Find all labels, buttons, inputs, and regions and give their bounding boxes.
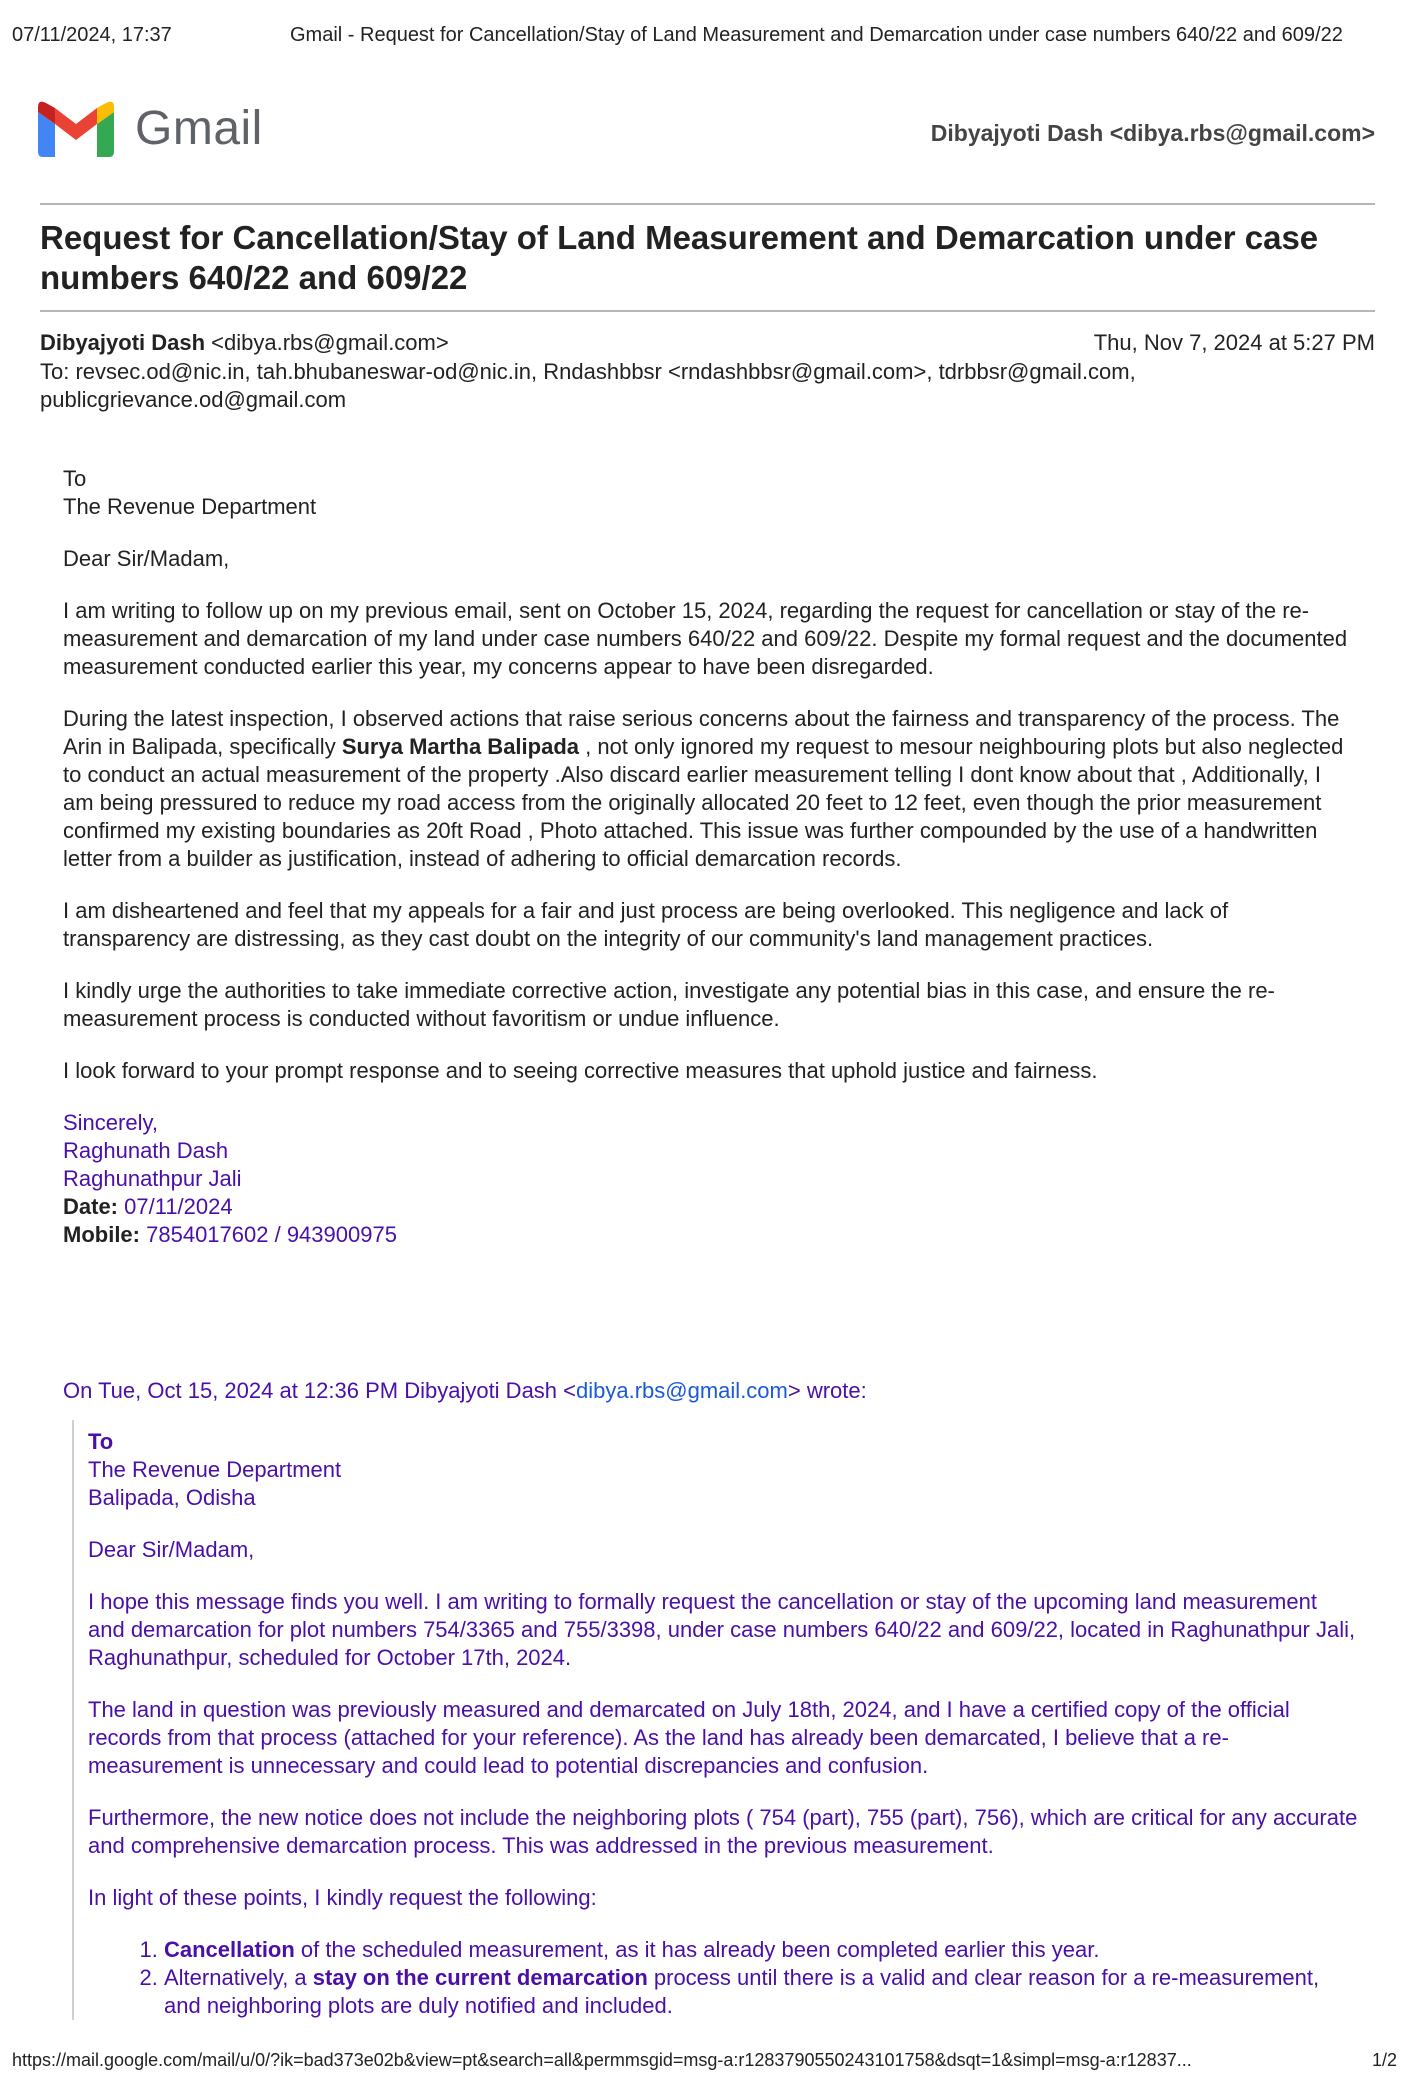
page-number: 1/2 <box>1371 2050 1397 2070</box>
list-item-bold: stay on the current demarcation <box>312 1965 648 1990</box>
list-item-text: process until there is a valid and clear reason for a re-measurement, and neighboring plots are duly notified and included. <box>164 1965 1320 2018</box>
quote-header-text: > wrote: <box>787 1378 867 1403</box>
list-item <box>164 1936 1358 1964</box>
dept-name: The Revenue Department <box>88 1457 342 1482</box>
sender <box>40 330 449 356</box>
email-body <box>63 465 1353 1249</box>
quote-paragraph: I hope this message finds you well. I am writing to formally request the cancellation or stay of the upcoming land measurement and demarcation for plot numbers 754/3365 and 755/3398, under case numbers 640/22 and 609/22, located in Raghunathpur Jali, Raghunathpur, scheduled for October 17th, 2024. <box>88 1589 1356 1670</box>
dept-location: Balipada, Odisha <box>88 1485 256 1510</box>
list-item <box>164 1964 1358 2020</box>
body-paragraph: I am disheartened and feel that my appeals for a fair and just process are being overlooked. This negligence and lack of transparency are distressing, as they cast doubt on the integrity of our community's land management practices. <box>63 898 1229 951</box>
sig-date-label: Date: <box>63 1194 119 1219</box>
email-date: Thu, Nov 7, 2024 at 5:27 PM <box>1093 330 1375 355</box>
dept-name: The Revenue Department <box>63 494 317 519</box>
print-datetime: 07/11/2024, 17:37 <box>12 24 172 46</box>
to-label: To <box>63 466 87 491</box>
request-list <box>88 1936 1358 2020</box>
body-recipient <box>63 465 1353 521</box>
list-item-text: Alternatively, a <box>164 1965 313 1990</box>
divider <box>40 203 1375 205</box>
salutation: Dear Sir/Madam, <box>63 546 230 571</box>
quote-header-text: On Tue, Oct 15, 2024 at 12:36 PM Dibyajyoti Dash < <box>63 1378 577 1403</box>
body-paragraph: I kindly urge the authorities to take immediate corrective action, investigate any potential bias in this case, and ensure the re-measurement process is conducted without favoritism or undue influence. <box>63 978 1275 1031</box>
sig-mobile <box>63 1221 1353 1249</box>
gmail-wordmark: Gmail <box>135 102 263 155</box>
quote-bar <box>72 1420 74 2020</box>
sig-date-value: 07/11/2024 <box>124 1194 233 1219</box>
sender-address: <dibya.rbs@gmail.com> <box>211 330 449 355</box>
quote-recipient <box>88 1428 1358 1512</box>
sig-name: Raghunath Dash <box>63 1138 229 1163</box>
sender-name: Dibyajyoti Dash <box>40 330 206 355</box>
text: , not only ignored my request to mesour neighbouring plots but also neglected to conduct an actual measurement of the property .Also discard earlier measurement telling I dont know about that , Additionally, I am being pressured to reduce my road access from the originally allocated 20 feet to 12 feet, even though the prior measurement confirmed my existing boundaries as 20ft Road , Photo attached. This issue was further compounded by the use of a handwritten letter from a builder as justification, instead of adhering to official demarcation records. <box>63 734 1344 871</box>
quote-header <box>63 1378 867 1404</box>
sig-closing: Sincerely, <box>63 1110 158 1135</box>
signature <box>63 1109 1353 1249</box>
body-paragraph: I look forward to your prompt response and to seeing corrective measures that uphold justice and fairness. <box>63 1058 1098 1083</box>
footer-url: https://mail.google.com/mail/u/0/?ik=bad373e02b&view=pt&search=all&permmsgid=msg-a:r1283790550243101758&dsqt=1&simpl=msg-a:r12837... <box>12 2050 1192 2070</box>
body-paragraph <box>63 705 1353 873</box>
text: During the latest inspection, I observed actions that raise serious concerns about the fairness and transparency of the process. The Arin in Balipada, specifically <box>63 706 1340 759</box>
to-label: To <box>88 1429 114 1454</box>
sig-date <box>63 1193 1353 1221</box>
body-paragraph: I am writing to follow up on my previous email, sent on October 15, 2024, regarding the request for cancellation or stay of the re-measurement and demarcation of my land under case numbers 640/22 and 609/22. Despite my formal request and the documented measurement conducted earlier this year, my concerns appear to have been disregarded. <box>63 598 1348 679</box>
sig-mobile-label: Mobile: <box>63 1222 140 1247</box>
salutation: Dear Sir/Madam, <box>88 1537 255 1562</box>
sig-mobile-value: 7854017602 / 943900975 <box>146 1222 397 1247</box>
recipients: To: revsec.od@nic.in, tah.bhubaneswar-od@nic.in, Rndashbbsr <rndashbbsr@gmail.com>, tdrbbsr@gmail.com, publicgrievance.od@gmail.com <box>40 359 1136 412</box>
quoted-email <box>88 1428 1358 2020</box>
list-item-bold: Cancellation <box>164 1937 295 1962</box>
official-name: Surya Martha Balipada <box>341 734 579 759</box>
print-title: Gmail - Request for Cancellation/Stay of Land Measurement and Demarcation under case numbers 640/22 and 609/22 <box>290 24 1343 46</box>
account-label: Dibyajyoti Dash <dibya.rbs@gmail.com> <box>930 120 1375 146</box>
list-item-text: of the scheduled measurement, as it has already been completed earlier this year. <box>294 1937 1100 1962</box>
gmail-logo-icon <box>38 100 114 157</box>
quote-sender-link[interactable]: dibya.rbs@gmail.com <box>576 1378 788 1403</box>
quote-paragraph: The land in question was previously measured and demarcated on July 18th, 2024, and I have a certified copy of the official records from that process (attached for your reference). As the land has already been demarcated, I believe that a re-measurement is unnecessary and could lead to potential discrepancies and confusion. <box>88 1697 1290 1778</box>
quote-paragraph: Furthermore, the new notice does not include the neighboring plots ( 754 (part), 755 (part), 756), which are critical for any accurate and comprehensive demarcation process. This was addressed in the previous measurement. <box>88 1805 1358 1858</box>
quote-paragraph: In light of these points, I kindly request the following: <box>88 1885 597 1910</box>
sig-place: Raghunathpur Jali <box>63 1166 242 1191</box>
email-subject: Request for Cancellation/Stay of Land Measurement and Demarcation under case numbers 640/22 and 609/22 <box>40 219 1319 296</box>
divider <box>40 310 1375 312</box>
